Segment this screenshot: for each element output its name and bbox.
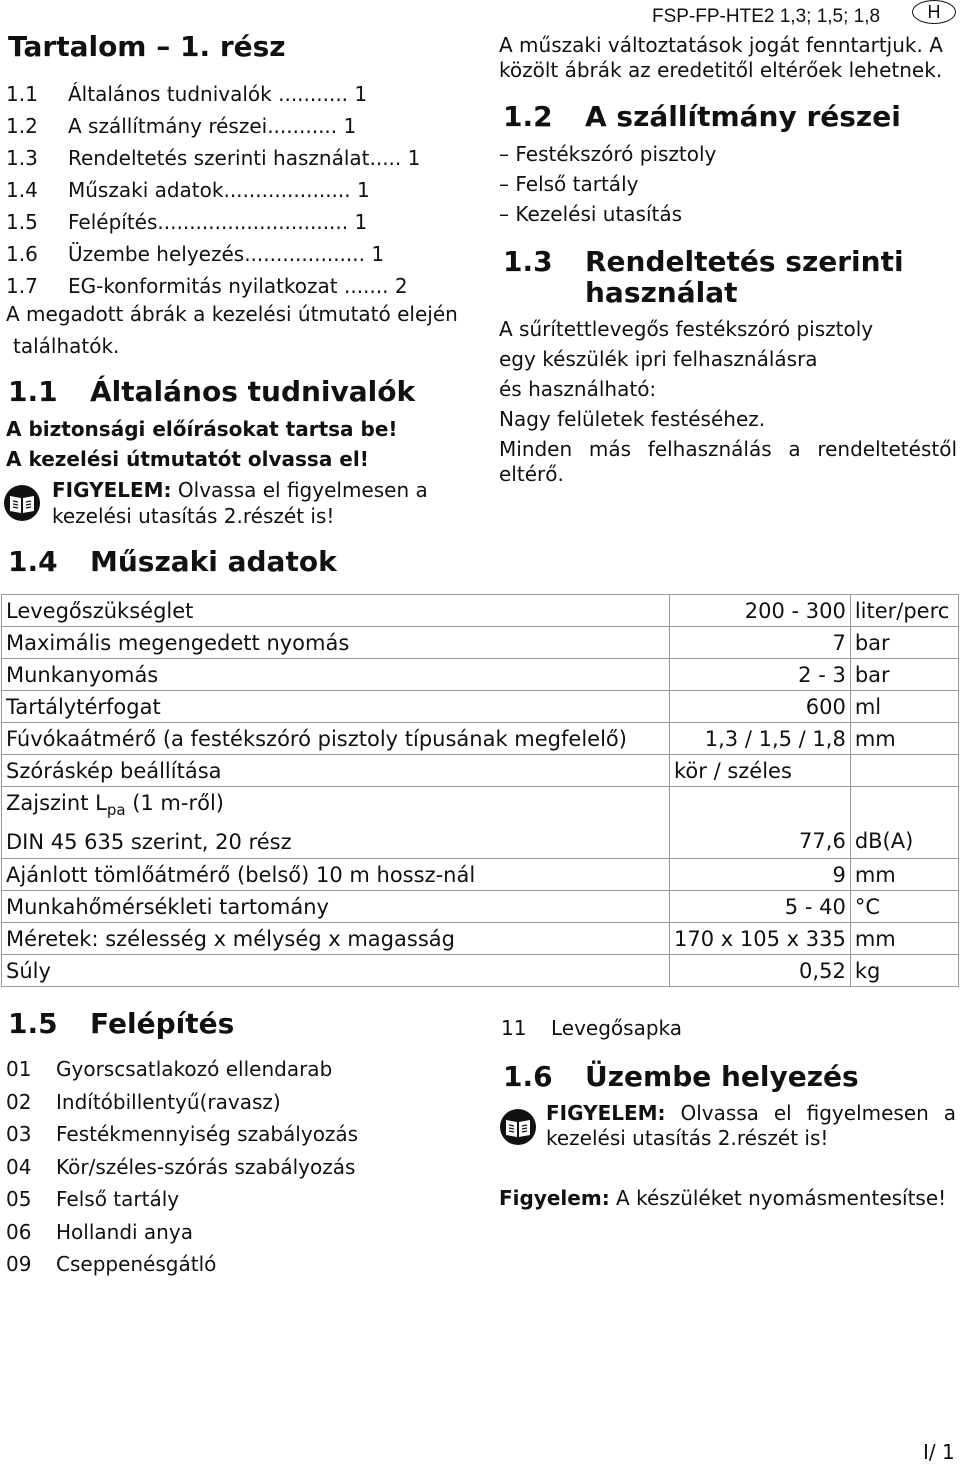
part-item: 06 Hollandi anya xyxy=(6,1220,193,1244)
depressurize-note: Figyelem: A készüléket nyomásmentesítse! xyxy=(499,1186,947,1210)
toc-note-cont: találhatók. xyxy=(13,334,120,358)
section-heading-1-3-cont: használat xyxy=(585,276,738,309)
list-item: – Felső tartály xyxy=(499,172,639,196)
table-row: Méretek: szélesség x mélység x magasság 170 x 105 x 335 mm xyxy=(2,923,959,955)
section-heading-1-6: 1.6 Üzembe helyezés xyxy=(503,1060,859,1093)
usage-text: és használható: xyxy=(499,377,657,401)
warning-text-cont: kezelési utasítás 2.részét is! xyxy=(52,504,335,528)
specs-table xyxy=(1,594,959,987)
list-item: – Kezelési utasítás xyxy=(499,202,683,226)
table-row: Tartálytérfogat 600 ml xyxy=(2,691,959,723)
read-manual-icon xyxy=(500,1109,536,1145)
section-heading-1-3: 1.3 Rendeltetés szerinti xyxy=(503,245,904,278)
part-item: 11 Levegősapka xyxy=(501,1016,683,1040)
read-manual-icon xyxy=(4,485,40,521)
section-heading-1-4: 1.4 Műszaki adatok xyxy=(8,545,337,578)
language-badge: H xyxy=(912,0,956,24)
usage-text: A sűrítettlevegős festékszóró pisztoly xyxy=(499,317,874,341)
safety-rule: A biztonsági előírásokat tartsa be! xyxy=(6,417,398,441)
usage-text: Minden más felhasználás a rendeltetéstől xyxy=(499,437,957,461)
disclaimer-cont: közölt ábrák az eredetitől eltérőek lehetnek. xyxy=(499,58,943,82)
toc-item[interactable]: 1.5 Felépítés.............................. 1 xyxy=(6,210,368,234)
part-item: 03 Festékmennyiség szabályozás xyxy=(6,1122,359,1146)
list-item: – Festékszóró pisztoly xyxy=(499,142,717,166)
table-row: Munkanyomás 2 - 3 bar xyxy=(2,659,959,691)
warning-text-cont: kezelési utasítás 2.részét is! xyxy=(546,1126,829,1150)
table-row: Maximális megengedett nyomás 7 bar xyxy=(2,627,959,659)
table-row: Ajánlott tömlőátmérő (belső) 10 m hossz-nál 9 mm xyxy=(2,859,959,891)
toc-note: A megadott ábrák a kezelési útmutató elején xyxy=(6,302,458,326)
part-item: 01 Gyorscsatlakozó ellendarab xyxy=(6,1057,333,1081)
manual-rule: A kezelési útmutatót olvassa el! xyxy=(6,447,369,471)
toc-item[interactable]: 1.4 Műszaki adatok.................... 1 xyxy=(6,178,370,202)
table-row: Levegőszükséglet 200 - 300 liter/perc xyxy=(2,595,959,627)
toc-item[interactable]: 1.3 Rendeltetés szerinti használat..... 1 xyxy=(6,146,421,170)
toc-item[interactable]: 1.1 Általános tudnivalók ........... 1 xyxy=(6,82,368,106)
usage-text: Nagy felületek festéséhez. xyxy=(499,407,766,431)
part-item: 04 Kör/széles-szórás szabályozás xyxy=(6,1155,356,1179)
part-item: 09 Cseppenésgátló xyxy=(6,1252,217,1276)
table-row: Szóráskép beállítása kör / széles xyxy=(2,755,959,787)
toc-item[interactable]: 1.6 Üzembe helyezés................... 1 xyxy=(6,242,385,266)
warning-text: FIGYELEM: Olvassa el figyelmesen a xyxy=(52,478,428,502)
section-heading-1-5: 1.5 Felépítés xyxy=(8,1007,235,1040)
table-row: Munkahőmérsékleti tartomány 5 - 40 °C xyxy=(2,891,959,923)
page-number: I/ 1 xyxy=(923,1440,955,1464)
toc-item[interactable]: 1.7 EG-konformitás nyilatkozat ....... 2 xyxy=(6,274,408,298)
table-row: Súly 0,52 kg xyxy=(2,955,959,987)
toc-title: Tartalom – 1. rész xyxy=(8,30,286,63)
disclaimer: A műszaki változtatások jogát fenntartjuk. A xyxy=(499,33,943,57)
part-item: 02 Indítóbillentyű(ravasz) xyxy=(6,1090,281,1114)
section-heading-1-2: 1.2 A szállítmány részei xyxy=(503,100,901,133)
warning-text: FIGYELEM: Olvassa el figyelmesen a xyxy=(546,1101,956,1125)
model-code: FSP-FP-HTE2 1,3; 1,5; 1,8 xyxy=(652,6,881,27)
table-row: Zajszint $L_{pa}$ (1 m-ről) DIN 45 635 szerint, 20 rész 77,6 dB(A) xyxy=(2,787,959,859)
usage-text: egy készülék ipri felhasználásra xyxy=(499,347,818,371)
part-item: 05 Felső tartály xyxy=(6,1187,180,1211)
toc-item[interactable]: 1.2 A szállítmány részei........... 1 xyxy=(6,114,357,138)
section-heading-1-1: 1.1 Általános tudnivalók xyxy=(8,375,416,408)
usage-text: eltérő. xyxy=(499,462,564,486)
table-row: Fúvókaátmérő (a festékszóró pisztoly típusának megfelelő) 1,3 / 1,5 / 1,8 mm xyxy=(2,723,959,755)
